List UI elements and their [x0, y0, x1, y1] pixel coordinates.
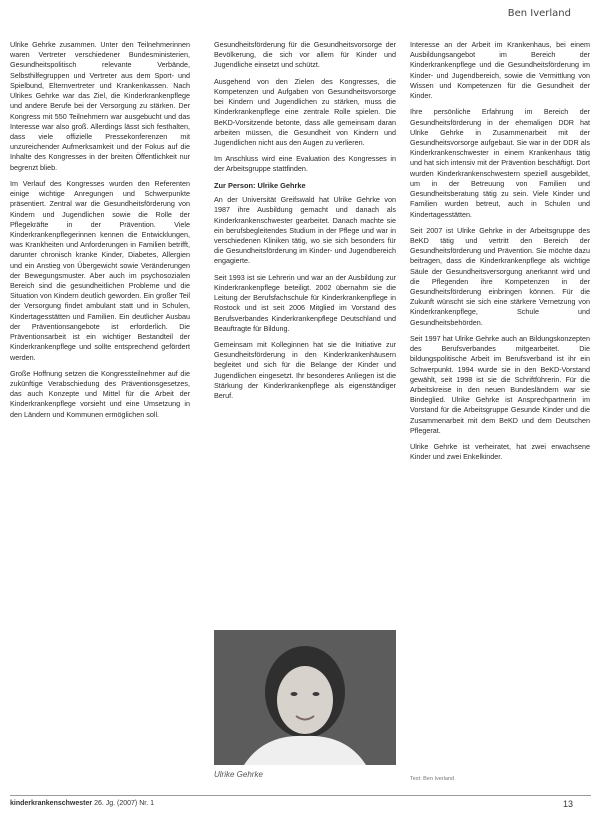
body-paragraph: Im Anschluss wird eine Evaluation des Kongresses in der Arbeitsgruppe stattfinden. [214, 154, 396, 174]
photo-caption: Ulrike Gehrke [214, 770, 263, 779]
body-paragraph: Ausgehend von den Zielen des Kongresses, die Kompetenzen und Aufgaben von Gesundheitsvorsorge bei Kindern und Jugendlichen zu stärken, muss die Kinderkrankenpflege eine zentrale Rolle spielen. Die BeKD-Vorsitzende betonte, dass alle gemeinsam daran arbeiten müssen, die Gesundheit von Kindern und Jugendlichen nicht aus den Augen zu verlieren. [214, 76, 396, 147]
body-paragraph: Ulrike Gehrke ist verheiratet, hat zwei erwachsene Kinder und zwei Enkelkinder. [410, 442, 590, 462]
issue-info: 26. Jg. (2007) Nr. 1 [94, 800, 154, 807]
body-paragraph: Ulrike Gehrke zusammen. Unter den Teilnehmerinnen waren Vertreter verschiedener Bundesministerien, Gesundheitspolitisch relevante Verbände, Selbsthilfegruppen und Vertreter aus dem Sport- und Spielbund, Elternvertreter und Krankenkassen. Nach Ulrikes Gehrke war das Ziel, die Kinderkrankenpflege und andere Berufe bei der Versorgung zu stärken. Der Kongress mit 550 Teilnehmern war ausgebucht und das Interesse war also groß. Allerdings lässt sich festhalten, dass viele offizielle Pressekonferenzen mit unzureichender Aufmerksamkeit und der Fokus auf die Inhalte des Kongresses in der breiten Öffentlichkeit nur begrenzt blieb. [10, 40, 190, 172]
text-credit: Text: Ben Iverland [410, 776, 455, 782]
body-paragraph: Gesundheitsförderung für die Gesundheitsvorsorge der Bevölkerung, die sich vor allem für Kinder und Jugendliche einsetzt und schützt. [214, 40, 396, 70]
body-paragraph: Ihre persönliche Erfahrung im Bereich der Gesundheitsförderung in der ehemaligen DDR hat Ulrike Gehrke in Zusammenarbeit mit der Gesundheitsvorsorge aufgebaut. Sie war in der DDR als Kinderkrankenschwester in einem Krankenhaus tätig und hat sich intensiv mit der Prävention beschäftigt. Dort wurden Kinderkrankenschwestern speziell ausgebildet, um in der Betreuung von Familien und Gesundheitsberatung tätig zu sein. Viele Kinder und Familien wurden betreut, auch in Schulen und Kindertagesstätten. [410, 107, 590, 219]
body-paragraph: Interesse an der Arbeit im Krankenhaus, bei einem Ausbildungsangebot im Bereich der Kinderkrankenpflege und die Gesundheitsförderung im Kinder- und Jugendbereich, sowie die Vermittlung von Wissen und Kompetenzen für die Gesundheit der Kinder. [410, 40, 590, 101]
body-paragraph: Gemeinsam mit Kolleginnen hat sie die Initiative zur Gesundheitsförderung in den Kinderkrankenhäusern begleitet und sich für die Belange der Kinder und Jugendlichen eingesetzt. Ihr besonderes Anliegen ist die Stärkung der Kinderkrankenpflege als eigenständiger Beruf. [214, 339, 396, 401]
person-subheading: Zur Person: Ulrike Gehrke [214, 180, 306, 190]
body-paragraph: Seit 1993 ist sie Lehrerin und war an der Ausbildung zur Kinderkrankenpflege beteiligt. 2002 übernahm sie die Leitung der Berufsfachschule für Kinderkrankenpflege in Rostock und ist seit 2006 Mitglied im Vorstand des Berufsverbandes Kinderkrankenpflege Deutschland und Beauftragte für Bildung. [214, 272, 396, 333]
page-footer [10, 795, 591, 807]
body-paragraph: Seit 1997 hat Ulrike Gehrke auch an Bildungskonzepten des Berufsverbandes mitgearbeitet. Die bildungspolitische Arbeit im Berufsverband ist ihr ein Schwerpunkt. 1994 wurde sie in den BeKD-Vorstand gewählt, seit 1998 ist sie die Schriftführerin. Für die Arbeitskreise in den neuen Bundesländern war sie Bindeglied. Ulrike Gehrke ist Ansprechpartnerin im Vorstand für die Arbeitsgruppe Gesunde Kinder und die Zusammenarbeit mit dem BeKD und dem Deutschen Pflegerat. [410, 333, 590, 435]
page-number: 13 [562, 799, 573, 809]
column-2 [214, 40, 396, 407]
magazine-name: kinderkrankenschwester [10, 800, 93, 807]
body-paragraph: Große Hoffnung setzen die Kongressteilnehmer auf die zukünftige Verabschiedung des Präventionsgesetzes, das auch Konzepte und Mittel für die Arbeit der Kinderkrankenpflege vorsieht und eine Umsetzung in den Ländern und Kommunen ermöglichen soll. [10, 368, 190, 419]
body-paragraph: Seit 2007 ist Ulrike Gehrke in der Arbeitsgruppe des BeKD tätig und vertritt den Bereich der Gesundheitsförderung und Prävention. Sie möchte dazu beitragen, dass die Kinderkrankenpflege als wichtige Säule der Gesundheitsversorgung anerkannt wird und die Pflegenden ihre Kompetenzen in der Gesundheitsförderung einbringen können. Für die Zukunft wünscht sie sich eine stärkere Vernetzung von Kinderkrankenpflege, Schule und Gesundheitsbehörden. [410, 225, 590, 327]
column-1 [10, 40, 190, 426]
body-paragraph: An der Universität Greifswald hat Ulrike Gehrke von 1987 ihre Ausbildung gemacht und danach als Kinderkrankenschwester gearbeitet. Danach machte sie ein berufsbegleitendes Studium in der Pflege und war in verschiedenen Kliniken tätig, wo sie sich besonders für die Gesundheitsförderung im Kinder- und Jugendbereich engagierte. [214, 195, 396, 266]
portrait-photo [214, 630, 396, 765]
column-3 [410, 40, 590, 469]
running-header: Ben Iverland [507, 8, 571, 19]
body-paragraph: Im Verlauf des Kongresses wurden den Referenten einige wichtige Anregungen und Schwerpunkte präsentiert. Zentral war die Gesundheitsförderung von Kindern und Jugendlichen sowie die Rolle der Pflegekräfte in der Prävention. Viele Kinderkrankenpflegerinnen kennen die Entwicklungen, was Krankheiten und Anforderungen in Familien betrifft, darunter chronisch kranke Kinder, Diabetes, Allergien und ein Anstieg von Übergewicht sowie Veränderungen der Bewegungsmuster. Aber auch im psychosozialen Bereich sind die gesundheitlichen Probleme und die Situation von Kindern deutlich geworden. Ein großer Teil der Versorgung findet ambulant statt und in Schulen, Kindertagesstätten und Familien. Ein deutlicher Ausbau der Präventionsangebote ist erforderlich. Die Präventionsarbeit ist ein wichtiger Bestandteil der Kinderkrankenpflege und sollte entsprechend gefördert werden. [10, 178, 190, 362]
